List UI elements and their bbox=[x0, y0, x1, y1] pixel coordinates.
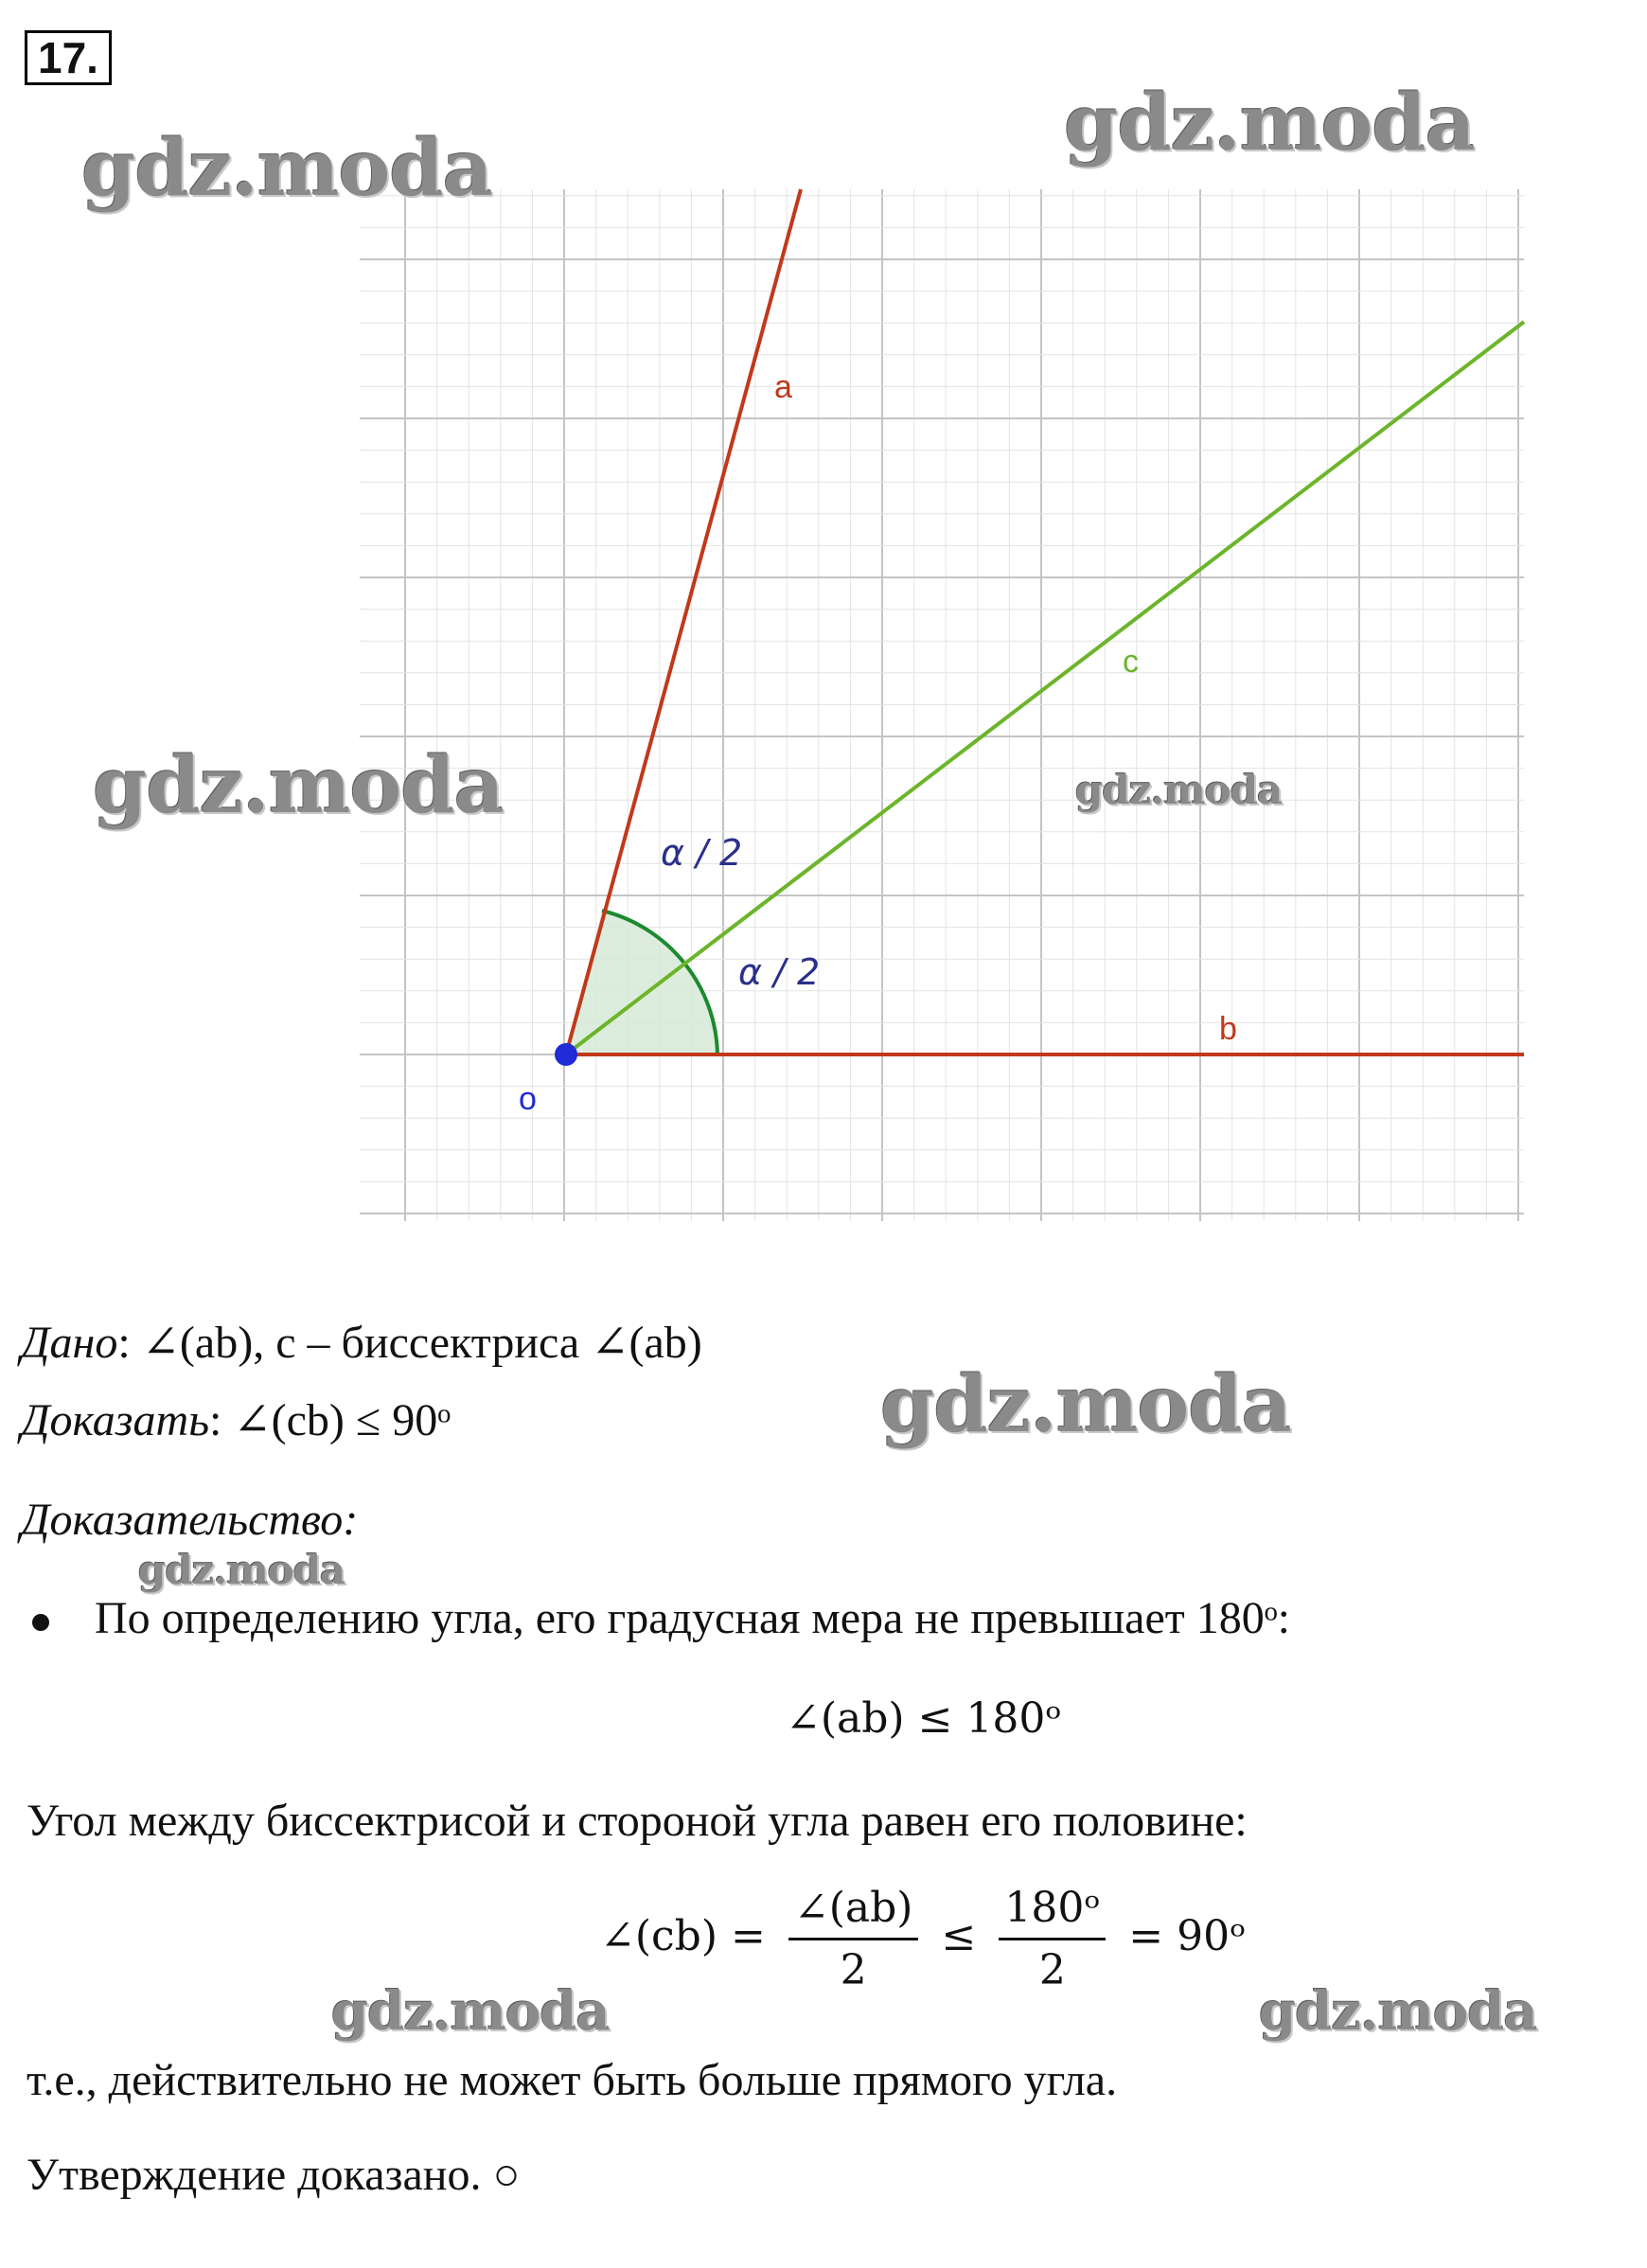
watermark-text-right: gdz.moda bbox=[880, 1359, 1291, 1450]
given-line bbox=[21, 1316, 702, 1369]
prove-label: Доказать bbox=[21, 1395, 210, 1445]
given-text: : ∠(ab), c – биссектриса ∠(ab) bbox=[117, 1318, 702, 1368]
fraction-1-denominator: 2 bbox=[840, 1946, 867, 1994]
angle-label-lower: α / 2 bbox=[738, 951, 821, 993]
proof-step-3: т.е., действительно не может быть больше прямого угла. bbox=[27, 2055, 1118, 2105]
fraction-2 bbox=[999, 1884, 1106, 1994]
formula-2-rhs: = 90ᵒ bbox=[1128, 1912, 1247, 1960]
watermark-diagram-center: gdz.moda bbox=[1075, 767, 1283, 813]
fraction-1 bbox=[788, 1884, 919, 1994]
formula-2 bbox=[600, 1884, 1246, 1994]
conclusion: Утверждение доказано. ○ bbox=[27, 2150, 521, 2200]
given-label: Дано bbox=[21, 1318, 118, 1368]
fraction-1-numerator: ∠(ab) bbox=[788, 1884, 919, 1940]
watermark-mid-left: gdz.moda bbox=[93, 740, 504, 831]
ray-c-label: c bbox=[1123, 644, 1139, 680]
prove-text: : ∠(cb) ≤ 90ᵒ bbox=[209, 1395, 452, 1445]
watermark-bottom-left: gdz.moda bbox=[331, 1980, 610, 2043]
grid-paper bbox=[360, 189, 1524, 1221]
watermark-top-right: gdz.moda bbox=[1064, 78, 1475, 168]
formula-2-op: ≤ bbox=[941, 1912, 977, 1960]
proof-step-2: Угол между биссектрисой и стороной угла равен его половине: bbox=[27, 1796, 1248, 1846]
angle-label-upper: α / 2 bbox=[661, 832, 743, 874]
fraction-2-denominator: 2 bbox=[1038, 1946, 1066, 1994]
step-1-text: По определению угла, его градусная мера не превышает 180ᵒ: bbox=[95, 1593, 1290, 1643]
vertex-label: o bbox=[519, 1081, 537, 1117]
ray-b-label: b bbox=[1219, 1011, 1237, 1047]
ray-a-label: a bbox=[774, 369, 792, 405]
fraction-2-numerator: 180ᵒ bbox=[999, 1884, 1106, 1940]
problem-number: 17. bbox=[25, 30, 112, 85]
proof-heading: Доказательство: bbox=[21, 1495, 359, 1545]
watermark-proof: gdz.moda bbox=[138, 1547, 345, 1593]
proof-step-1 bbox=[32, 1592, 1290, 1644]
ray-c-bisector bbox=[566, 322, 1524, 1054]
formula-1: ∠(ab) ≤ 180ᵒ bbox=[786, 1694, 1062, 1743]
formula-2-lhs: ∠(cb) = bbox=[600, 1912, 766, 1960]
bullet-icon bbox=[32, 1614, 49, 1631]
ray-a bbox=[566, 189, 801, 1054]
angle-sector bbox=[566, 911, 717, 1054]
watermark-top-left: gdz.moda bbox=[81, 123, 492, 214]
vertex-point bbox=[555, 1043, 577, 1066]
watermark-bottom-right: gdz.moda bbox=[1259, 1980, 1537, 2043]
prove-line bbox=[21, 1393, 451, 1446]
